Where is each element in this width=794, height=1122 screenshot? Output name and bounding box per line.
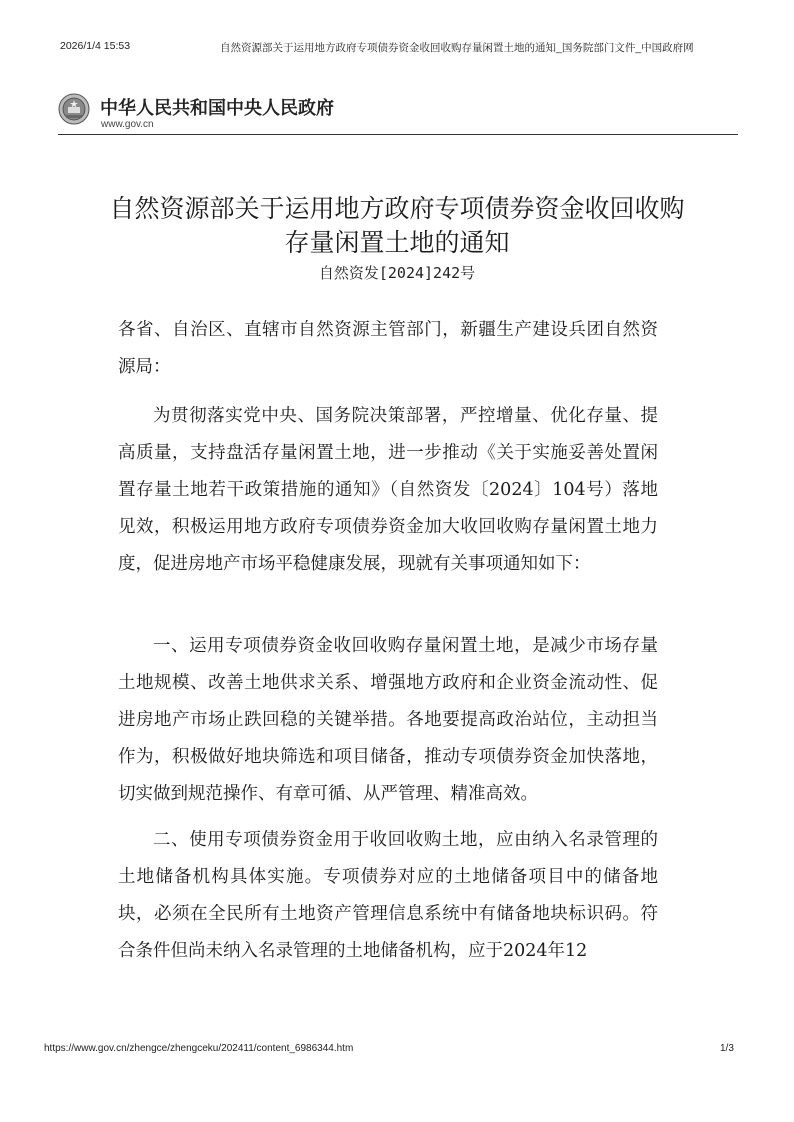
print-page-title: 自然资源部关于运用地方政府专项债券资金收回收购存量闲置土地的通知_国务院部门文件_中国政府网 [220,42,694,54]
print-footer-url: https://www.gov.cn/zhengce/zhengceku/202411/content_6986344.htm [44,1043,354,1054]
header-divider [58,134,738,135]
document-title: 自然资源部关于运用地方政府专项债券资金收回收购存量闲置土地的通知 [109,194,685,257]
paragraph-item-1: 一、运用专项债券资金收回收购存量闲置土地，是减少市场存量土地规模、改善土地供求关系、增强地方政府和企业资金流动性、促进房地产市场止跌回稳的关键举措。各地要提高政治站位，主动担当作为，积极做好地块筛选和项目储备，推动专项债券资金加快落地，切实做到规范操作、有章可循、从严管理、精准高效。 [118,636,658,804]
national-emblem-icon [58,93,90,125]
site-name: 中华人民共和国中央人民政府 [100,98,334,119]
page-number: 1/3 [720,1043,734,1054]
print-date: 2026/1/4 15:53 [60,40,131,52]
site-url[interactable]: www.gov.cn [101,119,154,130]
paragraph-item-2: 二、使用专项债券资金用于收回收购土地，应由纳入名录管理的土地储备机构具体实施。专项债券对应的土地储备项目中的储备地块，必须在全民所有土地资产管理信息系统中有储备地块标识码。符合条件但尚未纳入名录管理的土地储备机构，应于2024年12 [118,830,658,961]
print-header [60,40,740,56]
paragraph-intro: 为贯彻落实党中央、国务院决策部署，严控增量、优化存量、提高质量，支持盘活存量闲置土地，进一步推动《关于实施妥善处置闲置存量土地若干政策措施的通知》（自然资发〔2024〕104号）落地见效，积极运用地方政府专项债券资金加大收回收购存量闲置土地力度，促进房地产市场平稳健康发展，现就有关事项通知如下： [118,406,658,574]
salutation: 各省、自治区、直辖市自然资源主管部门，新疆生产建设兵团自然资源局： [118,320,658,377]
document-number: 自然资发[2024]242号 [318,264,476,282]
